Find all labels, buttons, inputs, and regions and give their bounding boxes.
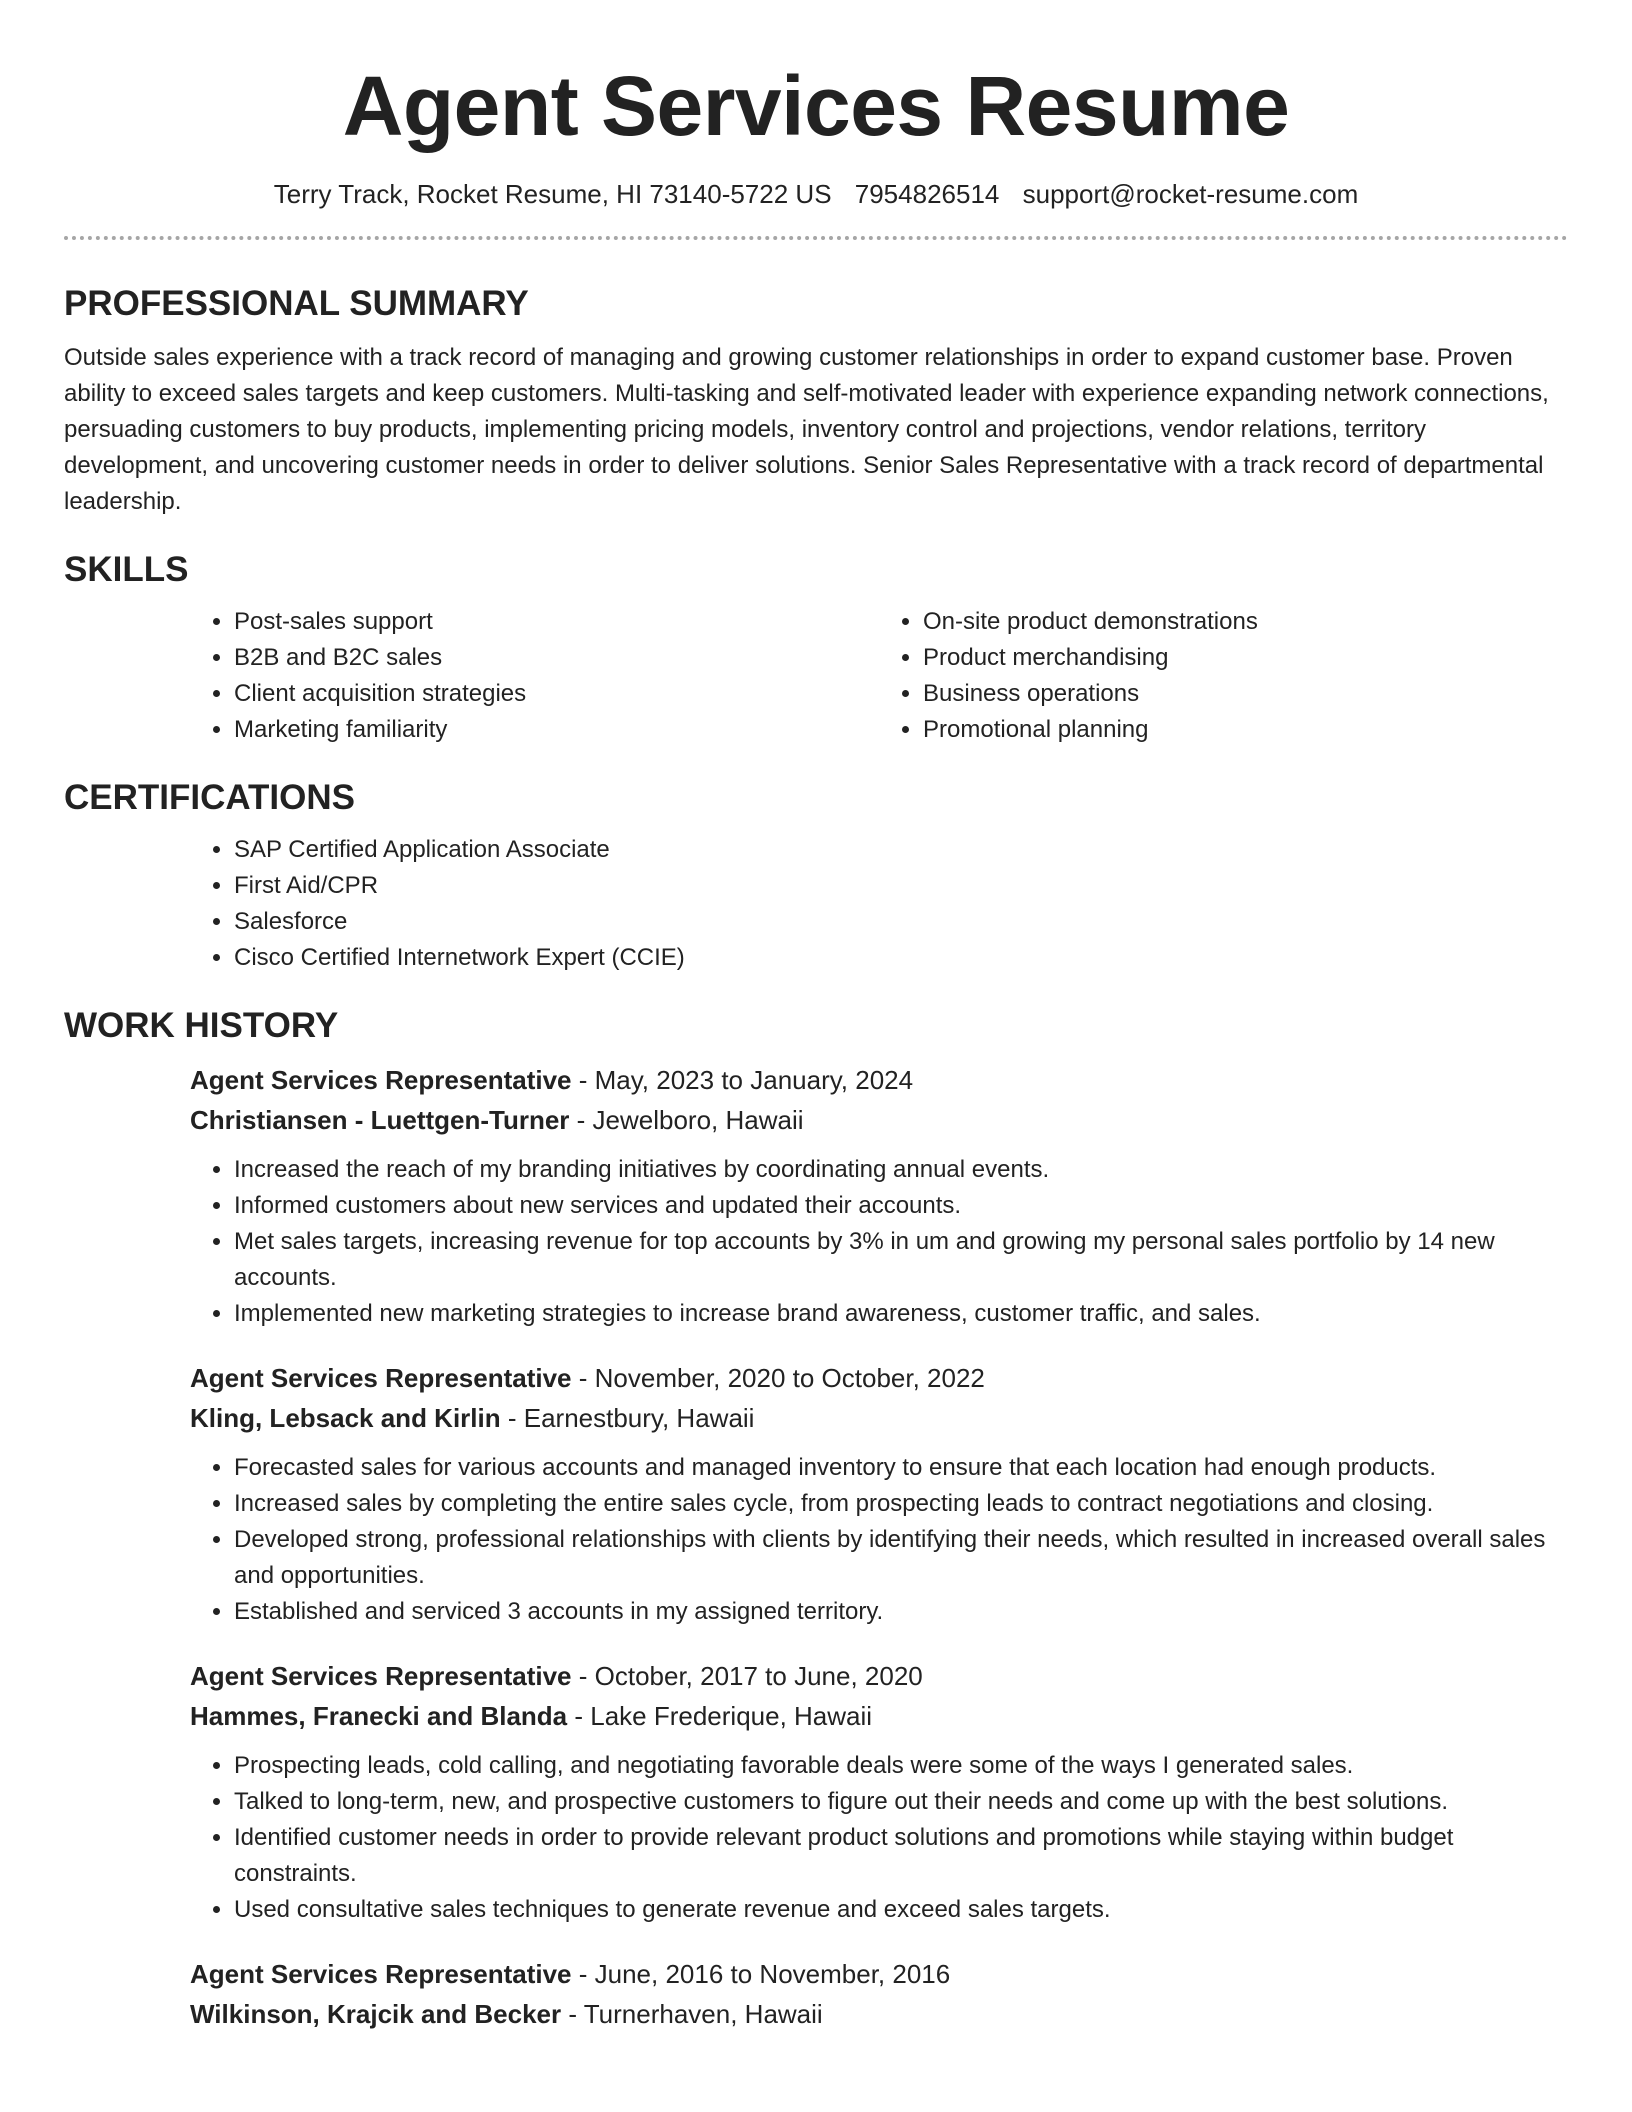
job-entry xyxy=(190,1358,1568,1630)
skills-list xyxy=(190,604,1568,748)
skill-item: • On-site product demonstrations xyxy=(923,604,1568,640)
job-title: Agent Services Representative xyxy=(190,1065,572,1095)
summary-text: Outside sales experience with a track record of managing and growing customer relationships in order to expand customer base. Proven ability to exceed sales targets and keep customers. Multi-tasking and self-motivated leader with experience expanding network connections, persuading customers to buy products, implementing pricing models, inventory control and projections, vendor relations, territory development, and uncovering customer needs in order to deliver solutions. Senior Sales Representative with a track record of departmental leadership. xyxy=(64,344,1549,515)
certification-item: • First Aid/CPR xyxy=(234,868,1568,904)
job-bullet: • Prospecting leads, cold calling, and negotiating favorable deals were some of the ways I generated sales. xyxy=(234,1748,1568,1784)
job-bullets xyxy=(190,1450,1568,1630)
job-company-line xyxy=(190,1696,1568,1736)
job-company: Hammes, Franecki and Blanda xyxy=(190,1701,568,1731)
header-divider xyxy=(64,236,1568,240)
job-bullets xyxy=(190,1748,1568,1928)
skills-column-right xyxy=(879,604,1568,748)
job-bullet: • Increased sales by completing the entire sales cycle, from prospecting leads to contract negotiations and closing. xyxy=(234,1486,1568,1522)
resume-title: Agent Services Resume xyxy=(342,59,1290,153)
job-company-line xyxy=(190,1100,1568,1140)
contact-phone: 7954826514 xyxy=(854,179,1000,209)
certification-item: • SAP Certified Application Associate xyxy=(234,832,1568,868)
resume-page xyxy=(64,0,1568,2034)
job-entry xyxy=(190,1954,1568,2034)
job-title-line xyxy=(190,1954,1568,1994)
job-bullet: • Increased the reach of my branding initiatives by coordinating annual events. xyxy=(234,1152,1568,1188)
job-bullet: • Established and serviced 3 accounts in my assigned territory. xyxy=(234,1594,1568,1630)
skill-item: • Client acquisition strategies xyxy=(234,676,879,712)
certifications-list xyxy=(190,832,1568,976)
job-bullet: • Identified customer needs in order to provide relevant product solutions and promotions while staying within budget constraints. xyxy=(234,1820,1568,1892)
job-dates: - November, 2020 to October, 2022 xyxy=(571,1363,985,1393)
contact-email: support@rocket-resume.com xyxy=(1022,179,1359,209)
job-bullet: • Implemented new marketing strategies to increase brand awareness, customer traffic, and sales. xyxy=(234,1296,1568,1332)
skill-item: • Product merchandising xyxy=(923,640,1568,676)
job-title: Agent Services Representative xyxy=(190,1661,572,1691)
certifications-heading: CERTIFICATIONS xyxy=(64,778,356,817)
certification-item: • Cisco Certified Internetwork Expert (CCIE) xyxy=(234,940,1568,976)
job-title: Agent Services Representative xyxy=(190,1959,572,1989)
certification-item: • Salesforce xyxy=(234,904,1568,940)
job-company: Kling, Lebsack and Kirlin xyxy=(190,1403,501,1433)
skill-item: • B2B and B2C sales xyxy=(234,640,879,676)
job-location: - Turnerhaven, Hawaii xyxy=(561,1999,823,2029)
job-company-line xyxy=(190,1398,1568,1438)
skill-item: • Marketing familiarity xyxy=(234,712,879,748)
job-entry xyxy=(190,1656,1568,1928)
job-title: Agent Services Representative xyxy=(190,1363,572,1393)
job-bullet: • Developed strong, professional relationships with clients by identifying their needs, which resulted in increased overall sales and opportunities. xyxy=(234,1522,1568,1594)
job-bullets xyxy=(190,1152,1568,1332)
job-location: - Earnestbury, Hawaii xyxy=(500,1403,755,1433)
job-company: Christiansen - Luettgen-Turner xyxy=(190,1105,570,1135)
job-bullet: • Forecasted sales for various accounts and managed inventory to ensure that each location had enough products. xyxy=(234,1450,1568,1486)
skills-heading: SKILLS xyxy=(64,550,189,589)
job-dates: - May, 2023 to January, 2024 xyxy=(571,1065,914,1095)
job-title-line xyxy=(190,1656,1568,1696)
job-bullet: • Talked to long-term, new, and prospective customers to figure out their needs and come up with the best solutions. xyxy=(234,1784,1568,1820)
job-location: - Lake Frederique, Hawaii xyxy=(567,1701,873,1731)
job-bullet: • Informed customers about new services and updated their accounts. xyxy=(234,1188,1568,1224)
summary-heading: PROFESSIONAL SUMMARY xyxy=(64,284,529,323)
job-dates: - October, 2017 to June, 2020 xyxy=(571,1661,923,1691)
contact-line xyxy=(64,178,1568,210)
skill-item: • Business operations xyxy=(923,676,1568,712)
skills-column-left xyxy=(190,604,879,748)
contact-address: Terry Track, Rocket Resume, HI 73140-5722 US xyxy=(273,179,832,209)
job-company: Wilkinson, Krajcik and Becker xyxy=(190,1999,562,2029)
job-bullet: • Used consultative sales techniques to generate revenue and exceed sales targets. xyxy=(234,1892,1568,1928)
job-location: - Jewelboro, Hawaii xyxy=(569,1105,804,1135)
job-title-line xyxy=(190,1358,1568,1398)
skill-item: • Post-sales support xyxy=(234,604,879,640)
job-title-line xyxy=(190,1060,1568,1100)
work-history-heading: WORK HISTORY xyxy=(64,1006,339,1045)
skill-item: • Promotional planning xyxy=(923,712,1568,748)
job-company-line xyxy=(190,1994,1568,2034)
job-entry xyxy=(190,1060,1568,1332)
job-bullet: • Met sales targets, increasing revenue for top accounts by 3% in um and growing my personal sales portfolio by 14 new accounts. xyxy=(234,1224,1568,1296)
job-dates: - June, 2016 to November, 2016 xyxy=(571,1959,951,1989)
